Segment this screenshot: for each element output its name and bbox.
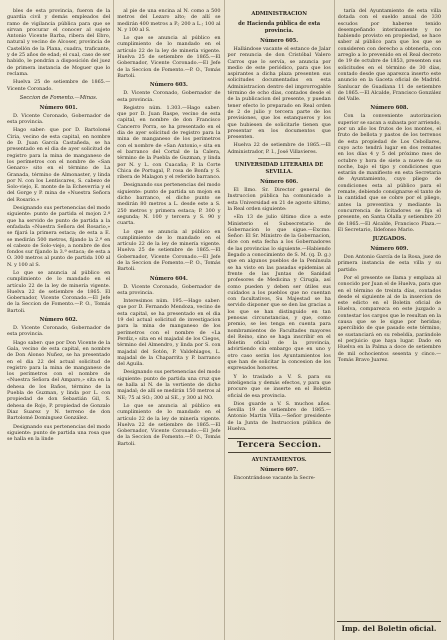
paragraph: Hallándose vacante el estanco de Jalar por renuncia de don Cristóbal Valero Carros que lo servía, se anuncia por medio de este periódico, para que los aspirantes a dicha plaza presenten sus solicitudes documentadas en esta Administracion dentro del improrrogable término de ocho días, contados desde el de la publicacion del presente, y puedan tener efecto lo preparado en Real orden de 2 de julio y tercera parte de los previsiones, que los estanqueros y los que hubiesen de solicitarle tienen que presentar en los documentos que presenten. [227, 46, 331, 141]
paragraph: Lo que se anuncia al público en cumplimiento de lo mandado en el artículo 22 de la ley de minería vigente. Huelva 25 de setiembre de 1865.—El Gobernador, Vicente Coronado.—El Jefe de la Seccion de Fomento.—P. O., Tomás Bartoli. [117, 228, 221, 273]
paragraph: Hago saber: que por Don Vicente de la Gala, vecino de esta capital, en nombre de Don Alonso Nuñez, se ha presentado en el dia 22 del actual solicitud de registro para la mina de manganeso de los perímetros con el nombre de «Nuestra Señora del Amparo,» sita en la dehesa de los Baños, término de la Puebla de Guzman, y linda por L. con propiedad de don Sebastián Gil, S. dehesa de Rojo, P. propiedad de Gonzalo Diaz Suarez y N. terreno de don Bartolomé Dominguez González. [7, 339, 111, 422]
paragraph: Designando sus pertenencias del modo siguiente: punto de partida un mojon en dicho barranco, el dicho punto se medirán 80 metros a L. desde este a S. 250 metros y primera estaca; P. 300 y segunda; N. 100 y tercera y S. 90 y cuarta. [117, 182, 221, 227]
section-heading: Número 603. [149, 82, 188, 89]
paragraph: bles de esta provincia, fueron de la guardia civil y demás empleados del ramo de vigilancia pública para que se sirvan procurar el conocer al sujeto Antonio Vicente Barba, ribera del Ebro, natural y vecino de Alcoser, provincia de Castellón de la Plana, cuadra, traficante, y de 25 años de edad; el cual, caso de ser habido, le pondrán a disposición del juez de primera instancia de Moguer que lo reclama. [7, 8, 111, 77]
paragraph: El Ilmo. Sr. Director general de Instruccion pública ha comunicado a esta Universidad en 21 de agosto último, la Real orden siguiente: [227, 187, 331, 212]
column-2 [114, 0, 224, 640]
paragraph: D. Vicente Coronado, Gobernador de esta provincia. [7, 325, 111, 338]
section-heading: Número 605. [260, 38, 299, 44]
paragraph: Dios guarde a V. S. muchos años. Sevilla 19 de setiembre de 1865.—Antonio Martin Villa.—Señor presidente de la Junta de Instruccion pública de Huelva. [227, 400, 331, 433]
paragraph: Registro núm. 1.303.—Hago saber: que por D. Juan Raspe, vecino de esta capital, en nombre de don Francisco Cancerro Porra, se ha presentado en el dia de ayer solicitud de registro para la mina de manganeso de los perímetros con el nombre de «San Antonio,» sita en el barranco del Cortal de la Calera, término de la Puebla de Guzman, y linda por N. y L. con Cuacaña; P. la Corte Chica de Portugal, P. rosa de Bonfa y S. ribera de Malagon y el referido barranco. [117, 104, 221, 181]
paragraph: D. Vicente Coronado, Gobernador de esta provincia. [7, 112, 111, 126]
paragraph: Huelva 25 de setiembre de 1865.—Vicente Coronado. [7, 79, 111, 92]
paragraph: Designando sus pertenencias del modo siguiente: punto de partida una cruz que se halla al N. de la vertiente de dicho majadal; de allí se medirán 150 metros al NE; 75 al SO.; 300 al SE., y 300 al NO. [117, 369, 221, 401]
column-4 [335, 0, 444, 640]
paragraph: taría del Ayuntamiento de esta villa dotada con el sueldo anual de 330 escudos por haberse tenido desempeñando interinamente y no habiendo provisto en propiedad, se hace saber al público para que los que se consideren con derecho a obtenerla, con arreglo a lo prevenido en el Real decreto de 19 de octubre de 1853, presenten sus solicitudes en el término de 30 días, contado desde que aparezca inserto este anuncio en la Gaceta oficial de Madrid. Sanlucar de Guadiana 11 de setiembre de 1865.—El Alcalde, Francisco González del Valle. [337, 8, 441, 103]
paragraph: Encontrándose vacante la Secre- [233, 475, 316, 482]
paragraph: D. Vicente Coronado, Gobernador de esta provincia. [117, 90, 221, 103]
printer-imprint: Imp. del Boletin oficial. [337, 621, 441, 634]
text-columns [4, 0, 444, 640]
section-heading: Número 607. [260, 467, 299, 474]
section-heading: de Hacienda pública de esta provincia. [238, 21, 321, 34]
section-heading: AYUNTAMIENTOS. [251, 457, 307, 464]
section-heading: Número 606. [260, 179, 299, 186]
section-heading: ADMINISTRACION [251, 11, 307, 17]
section-heading: Número 608. [370, 105, 409, 112]
section-heading: Número 604. [149, 275, 188, 282]
paragraph: Lo que se anuncia al público en cumplimiento de lo mandado en el artículo 22 de la ley de minería vigente. Huelva 25 de setiembre de 1865.—El Gobernador, Vicente Coronado.—El Jefe de la Seccion de Fomento.—P. O., Tomás Bartoli. [117, 35, 221, 79]
paragraph: Don Antonio García de la Rosa, juez de primera instancia de esta villa y su partido: [337, 254, 441, 273]
section-divider [258, 158, 299, 159]
paragraph: Con la conveniente autorizacion superior se sacan a subasta por arriendo, por un año los frutos de los montes, el fruto de bellota y pastos de los terrenos de esta propiedad de Los Cebollares, cuyo acto tendrá lugar en dos remates en los días 4 y 5 del próximo mes de octubre y hora de siete a nueve de su noche, bajo el tipo y condiciones que estarán de manifiesto en esta Secretaria de Ayuntamiento, cuyo pliego de condiciones esta al público para el remate, debiendo consignarse el tanto de la cantidad que se cobre por el pliego, antes la preventiva y mediante la concurrencia de licitadores se fija el presente, en Santa Olalla y setiembre 20 de 1865.—El Alcalde, Francisco Plaza.—El Secretario, Ildefonso Mario. [337, 113, 441, 233]
paragraph: Lo que se anuncia al público en cumplimiento de lo mandado en el artículo 22 de la ley de minería vigente. Huelva 22 de setiembre de 1865. El Gobernador, Vicente Coronado.—El Jefe de la Seccion de Fomento.—P. O., Tomás Bartoli. [7, 269, 111, 314]
paragraph: Designando sus pertenencias del modo siguiente: punto de partida una rosa que se halla en la linde [7, 423, 111, 443]
column-1 [4, 0, 114, 640]
paragraph: al pie de una encina al N. como a 500 metros del Lezaro alto; de allí se medirán 400 metros a P.; 200 a L.; 100 al N. y 100 al S. [117, 8, 221, 33]
paragraph: Designando sus pertenencias del modo siguiente: punto de partida el mojon 2.º que ha servido de punto de partida a la enfadada «Nuestra Señora del Rosario,» se fijará la primera estaca; de esta a E. se medirán 500 metros, fijando la 2.ª en el cabezo de Solo-viejo, a nombre de dos fondos sur fijando la 3.ª estaca; de esta a O. 300 metros al punto de partida 100 al N. y 100 al S. [7, 205, 111, 268]
section-heading: Seccion de Fomento.—Minas. [19, 94, 98, 101]
section-heading: Número 601. [39, 104, 78, 111]
section-heading: Número 602. [39, 317, 78, 324]
section-heading: Tercera Seccion. [228, 438, 331, 453]
paragraph: Huelva 22 de setiembre de 1865.—El Administrador, P. I., José Villavieres. [227, 142, 331, 155]
column-3 [225, 0, 335, 640]
paragraph: Hago saber: que por D. Bartolomé Ciria, vecino de esta capital, en nombre de D. Juan García Castañeda, se ha presentado en el dia de ayer solicitud de registro para la mina de manganeso de los perímetros con el nombre de «San Genaro» sito en el término de La Granada, término de Almonaster, y linda por N. con los Lentiscares, S. cabezo de Solo-viejo, E. monte de la Echeverria y el del Gorge y P. mina de «Nuestra Señora del Rosario.» [7, 127, 111, 203]
paragraph: D. Vicente Coronado, Gobernador de esta provincia. [117, 283, 221, 296]
paragraph: Y lo traslado a V. S. para su inteligencia y demás efectos, y para que procure que se inserte en el Boletin oficial de esa provincia. [227, 373, 331, 399]
paragraph: Por el presente se llama y emplaza al conocido por Juan el de Huelva, para que en el término de treinta días, contados desde el siguiente al de la insercion de este edicto en el Boletin oficial de Huelva, comparezca en este juzgado a contestar los cargos que le resultan en la causa que se le sigue por heridas; apercibido de que pasado este término, se sustanciará en su rebeldía, parándole el perjuicio que haya lugar. Dado en Huelva en la Palma a doce de setiembre de mil ochocientos sesenta y cinco.—Tomás Bravo Juarez. [337, 274, 441, 363]
paragraph: Interesimos núm. 195.—Hago saber: que por D. Fernando Mendoza, vecino de esta capital, se ha presentado en el dia 19 del actual solicitud de investigacion para la mina de manganeso de los perímetros con el nombre de «La Perdiz,» sita en el majadal de los Ciegos, término del Almendro, y linda por S. con majadal del Sotón, P. Valdehiagos, L. majadal de la Chaparrita y P. barranco del Aguila. [117, 298, 221, 368]
section-heading: JUZGADOS. [372, 236, 407, 243]
section-heading: Número 609. [370, 246, 409, 253]
paragraph: Lo que se anuncia al público en cumplimiento de lo mandado en el artículo 22 de la ley de minería vigente. Huelva 22 de setiembre de 1865.—El Gobernador, Vicente Coronado.—El Jefe de la Seccion de Fomento.—P. O., Tomás Bartoli. [117, 402, 221, 447]
paragraph: «En 13 de julio último dice a este Ministerio el Subsecretario de Gobernacion lo que sigue.—Excmo. Señor: El Sr. Ministro de la Gobernacion, dice con esta fecha a los Gobernadores de las provincias lo siguiente.—Habiendo llegado a conocimiento de S. M. (q. D. g.) que en algunos pueblos de la Península se ha visto en las pasadas epidemias al frente de las Juntas de Sanidad profesores de Medicina y Cirugía, así como pueden y deben ser útiles sus cuidados a los pueblos que no cuentan con facultativos, Su Majestad se ha servido disponer que se den las gracias a los que se han distinguido en tan penosas circunstancias, y que, como premio, se les tenga en cuenta para nombramientos de Facultades mayores del Reino, sino se haga inscribir en el Boletin oficial de la provincia, advirtiendo sin embargo que en uno y otro caso serán los Ayuntamientos los que han de solicitar la concesion de los expresados honores. [227, 214, 331, 372]
section-heading: UNIVERSIDAD LITERARIA DE SEVILLA. [235, 162, 324, 176]
